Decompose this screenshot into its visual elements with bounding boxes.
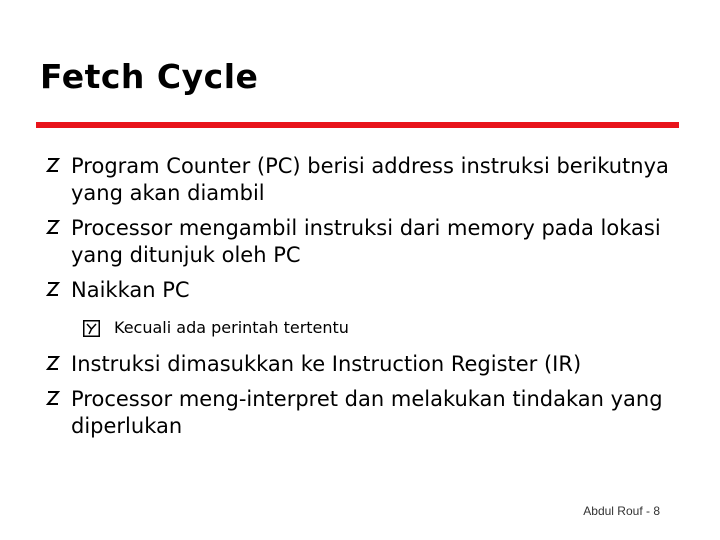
sub-bullet-text: Kecuali ada perintah tertentu	[114, 318, 349, 337]
bullet-item	[45, 351, 685, 378]
z-bullet-icon	[45, 388, 61, 408]
sub-bullet-item	[83, 318, 685, 338]
slide-title: Fetch Cycle	[40, 57, 259, 96]
bullet-item	[45, 386, 685, 440]
z-bullet-icon	[45, 155, 61, 175]
z-bullet-icon	[45, 279, 61, 299]
bullet-text: Naikkan PC	[71, 278, 190, 302]
z-bullet-icon	[45, 217, 61, 237]
checkbox-y-icon	[83, 320, 100, 337]
bullet-text: Processor meng-interpret dan melakukan tindakan yang diperlukan	[71, 387, 663, 438]
bullet-item	[45, 277, 685, 304]
bullet-item	[45, 153, 685, 207]
bullet-list	[45, 153, 685, 448]
bullet-text: Processor mengambil instruksi dari memory pada lokasi yang ditunjuk oleh PC	[71, 216, 661, 267]
slide-footer: Abdul Rouf - 8	[583, 504, 660, 518]
title-divider	[36, 122, 679, 128]
z-bullet-icon	[45, 353, 61, 373]
bullet-text: Program Counter (PC) berisi address instruksi berikutnya yang akan diambil	[71, 154, 669, 205]
bullet-item	[45, 215, 685, 269]
bullet-text: Instruksi dimasukkan ke Instruction Register (IR)	[71, 352, 582, 376]
